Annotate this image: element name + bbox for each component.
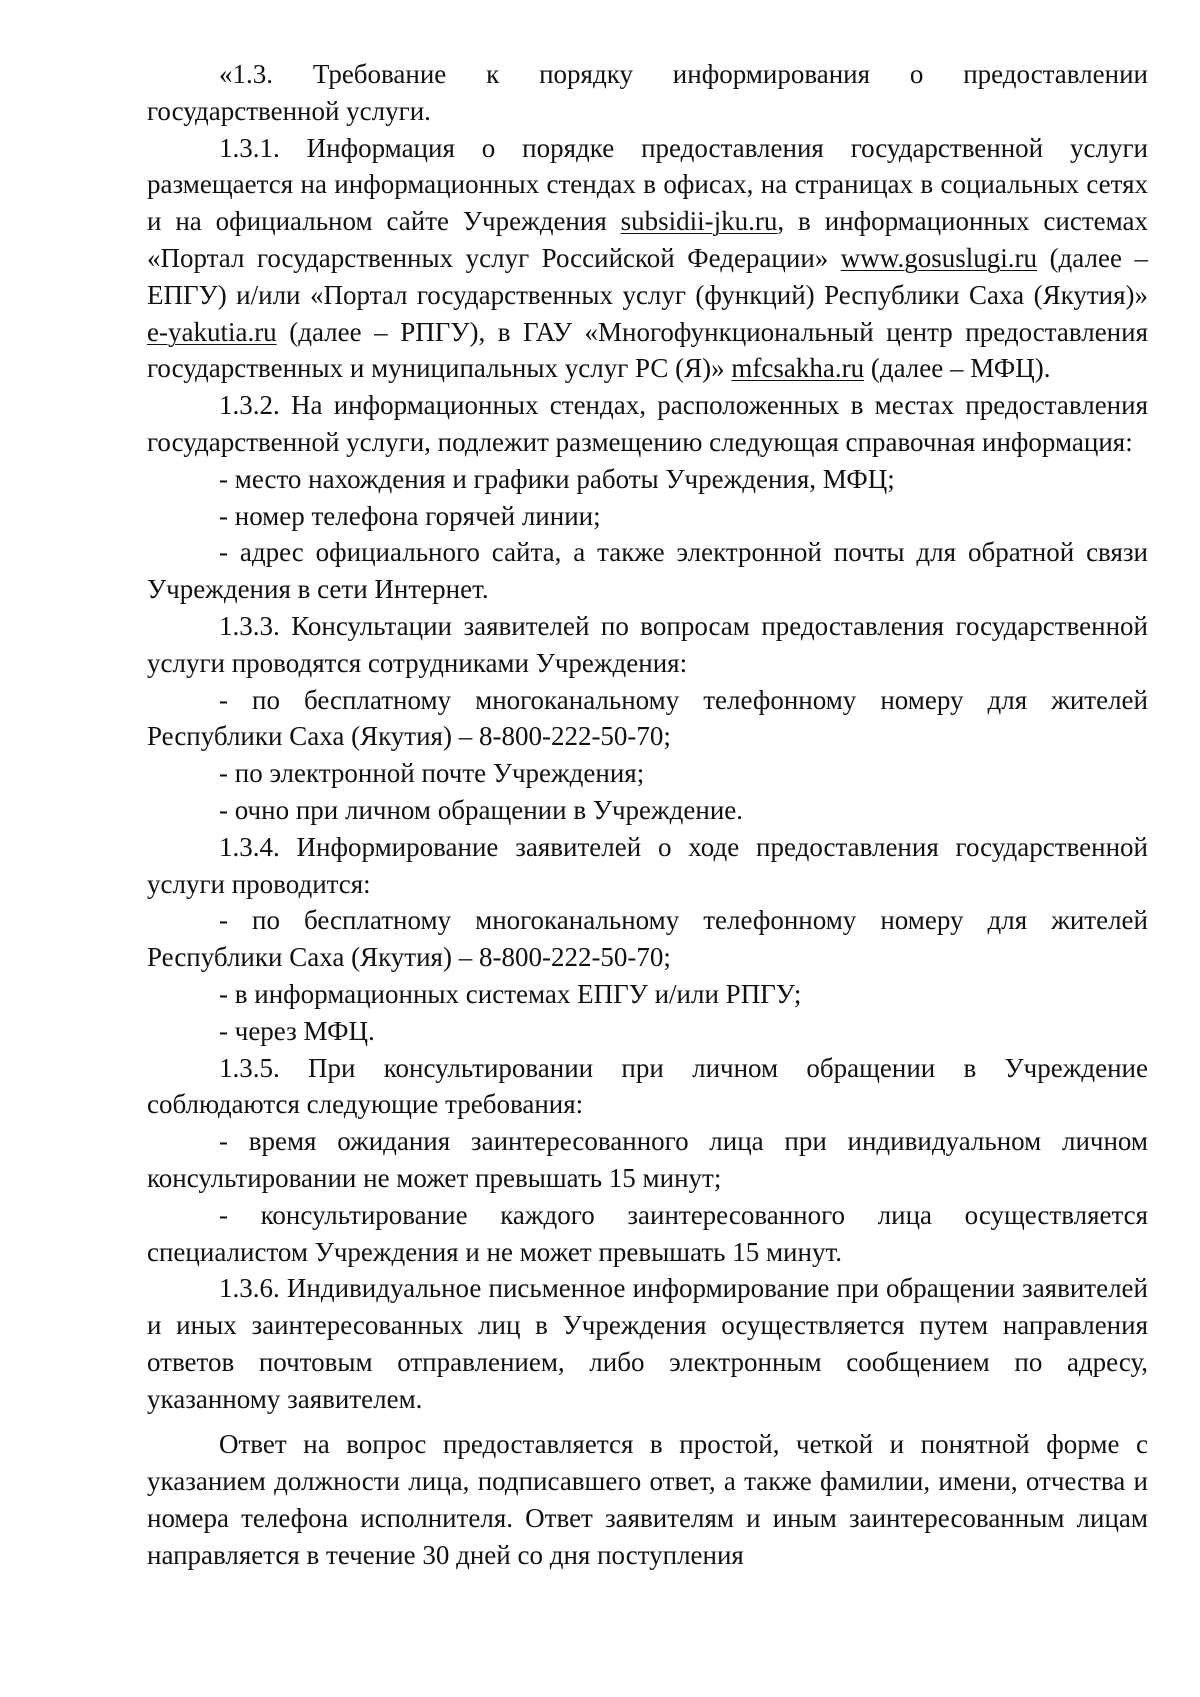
text-run: (далее – РПГУ), в ГАУ «Многофункциональный центр предоставления государственных и муниципальных услуг РС (Я)» xyxy=(147,316,1148,384)
list-item: - по электронной почте Учреждения; xyxy=(219,758,645,789)
text-run: (далее – МФЦ). xyxy=(864,353,1051,384)
text-run: 1.3.1. Информация о порядке предоставления государственной услуги размещается на информационных стендах в офисах, на страницах в социальных сетях и на официальном сайте Учреждения xyxy=(147,132,1148,237)
list-item: - очно при личном обращении в Учреждение. xyxy=(219,794,744,825)
list-item: - через МФЦ. xyxy=(219,1015,375,1046)
paragraph-1-3-2: 1.3.2. На информационных стендах, расположенных в местах предоставления государственной услуги, подлежит размещению следующая справочная информация: xyxy=(147,390,1148,457)
list-item: - номер телефона горячей линии; xyxy=(219,500,601,531)
paragraph-1-3-1 xyxy=(147,130,1148,388)
paragraph-1-3-4: 1.3.4. Информирование заявителей о ходе предоставления государственной услуги проводится: xyxy=(147,831,1148,899)
list-item: - в информационных системах ЕПГУ и/или РПГУ; xyxy=(219,978,802,1009)
list-item: - адрес официального сайта, а также электронной почты для обратной связи Учреждения в сети Интернет. xyxy=(147,537,1148,605)
paragraph-answer: Ответ на вопрос предоставляется в простой, четкой и понятной форме с указанием должности лица, подписавшего ответ, а также фамилии, имени, отчества и номера телефона исполнителя. Ответ заявителям и иным заинтересованным лицам направляется в течение 30 дней со дня поступления xyxy=(147,1429,1148,1570)
list-item: - по бесплатному многоканальному телефонному номеру для жителей Республики Саха (Якутия) – 8-800-222-50-70; xyxy=(147,905,1148,973)
link-subsidii-jku[interactable]: subsidii-jku.ru xyxy=(620,206,778,237)
paragraph-1-3-3: 1.3.3. Консультации заявителей по вопросам предоставления государственной услуги проводятся сотрудниками Учреждения: xyxy=(147,610,1148,678)
list-item: - время ожидания заинтересованного лица при индивидуальном личном консультировании не может превышать 15 минут; xyxy=(147,1126,1148,1193)
paragraph-1-3-6: 1.3.6. Индивидуальное письменное информирование при обращении заявителей и иных заинтересованных лиц в Учреждения осуществляется путем направления ответов почтовым отправлением, либо электронным сообщением по адресу, указанному заявителем. xyxy=(147,1273,1148,1414)
paragraph-1-3-5: 1.3.5. При консультировании при личном обращении в Учреждение соблюдаются следующие требования: xyxy=(147,1052,1148,1120)
link-gosuslugi[interactable]: www.gosuslugi.ru xyxy=(840,242,1038,273)
link-e-yakutia[interactable]: e-yakutia.ru xyxy=(147,316,277,347)
list-item: - по бесплатному многоканальному телефонному номеру для жителей Республики Саха (Якутия) – 8-800-222-50-70; xyxy=(147,684,1148,752)
section-heading: «1.3. Требование к порядку информирования о предоставлении государственной услуги. xyxy=(147,59,1148,126)
link-mfcsakha[interactable]: mfcsakha.ru xyxy=(731,353,865,384)
list-item: - консультирование каждого заинтересованного лица осуществляется специалистом Учреждения и не может превышать 15 минут. xyxy=(147,1199,1148,1267)
text-run: (далее – ЕПГУ) и/или «Портал государственных услуг (функций) Республики Саха (Якутия)» xyxy=(147,242,1148,310)
list-item: - место нахождения и графики работы Учреждения, МФЦ; xyxy=(219,463,895,494)
text-run: , в информационных системах «Портал государственных услуг Российской Федерации» xyxy=(147,206,1148,273)
